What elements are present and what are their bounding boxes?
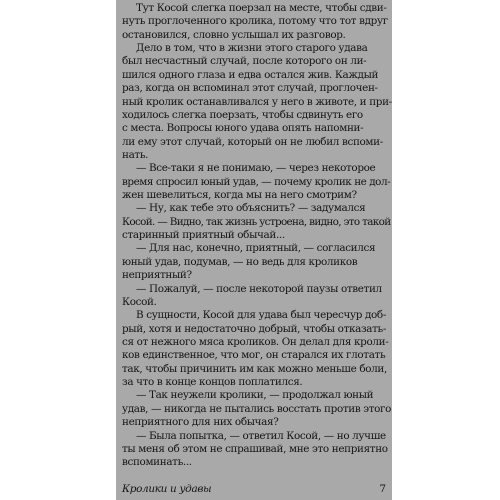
text-line: — Для нас, конечно, приятный, — согласился [136, 242, 376, 255]
text-line: Косой. [122, 295, 157, 308]
running-title: Кролики и удавы [122, 483, 212, 495]
text-line: ся от нежного мяса кроликов. Он делал для кроли- [122, 335, 389, 348]
text-line: — Пожалуй, — после некоторой паузы ответил [136, 282, 382, 295]
page-number: 7 [379, 483, 386, 495]
text-line: шился одного глаза и едва остался жив. Каждый [122, 68, 379, 81]
page-text [116, 2, 392, 470]
text-line: Дело в том, что в жизни этого старого удава [136, 42, 368, 55]
text-line: жен шевелиться, когда мы на него смотрим? [122, 189, 357, 202]
text-line: В сущности, Косой для удава был чересчур доб- [136, 309, 386, 322]
text-line: раз, когда он вспоминал этот случай, проглочен- [122, 82, 378, 95]
text-line: с места. Вопросы юного удава опять напомни- [122, 122, 364, 135]
text-line: рый, хотя и недостаточно добрый, чтобы отказать- [122, 322, 386, 335]
page-footer [116, 482, 392, 496]
text-line: был несчастный случай, после которого он ли- [122, 55, 367, 68]
text-line: — Все-таки я не понимаю, — через некоторое [136, 162, 376, 175]
text-line: неприятного для них обычая? [122, 416, 279, 429]
text-line: Косой. — Видно, так жизнь устроена, видно, это такой [122, 215, 391, 228]
text-line: так, чтобы причинить им как можно меньше боли, [122, 362, 387, 375]
text-line: за что в конце концов поплатился. [122, 376, 303, 389]
text-line: — Так неужели кролики, — продолжал юный [136, 389, 374, 402]
text-line: ты меня об этом не спрашивай, мне это неприятно [122, 442, 388, 455]
text-line: удав, — никогда не пытались восстать против этого [122, 402, 392, 415]
text-line: ли ему этот случай, который он не любил вспоми- [122, 135, 383, 148]
text-line: остановился, словно услышал их разговор. [122, 28, 346, 41]
book-page [116, 0, 392, 500]
text-line: ходилось слегка поерзать, чтобы сдвинуть его [122, 108, 363, 121]
text-line: — Ну, как тебе это объяснить? — задумался [136, 202, 366, 215]
text-line: старинный приятный обычай... [122, 229, 285, 242]
text-line: — Была попытка, — ответил Косой, — но лучше [136, 429, 386, 442]
text-line: время спросил юный удав, — почему кролик не дол- [122, 175, 391, 188]
text-line: юный удав, подумав, — но ведь для кроликов [122, 255, 358, 268]
text-line: Тут Косой слегка поерзал на месте, чтобы сдви- [136, 2, 387, 14]
text-line: вспоминать... [122, 456, 192, 469]
text-line: нать. [122, 148, 149, 161]
text-line: ный кролик останавливался у него в животе, и при- [122, 95, 392, 108]
text-line: нуть проглоченного кролика, потому что тот вдруг [122, 15, 388, 28]
text-line: неприятный? [122, 269, 192, 282]
text-line: ков единственное, что мог, он старался их глотать [122, 349, 386, 362]
